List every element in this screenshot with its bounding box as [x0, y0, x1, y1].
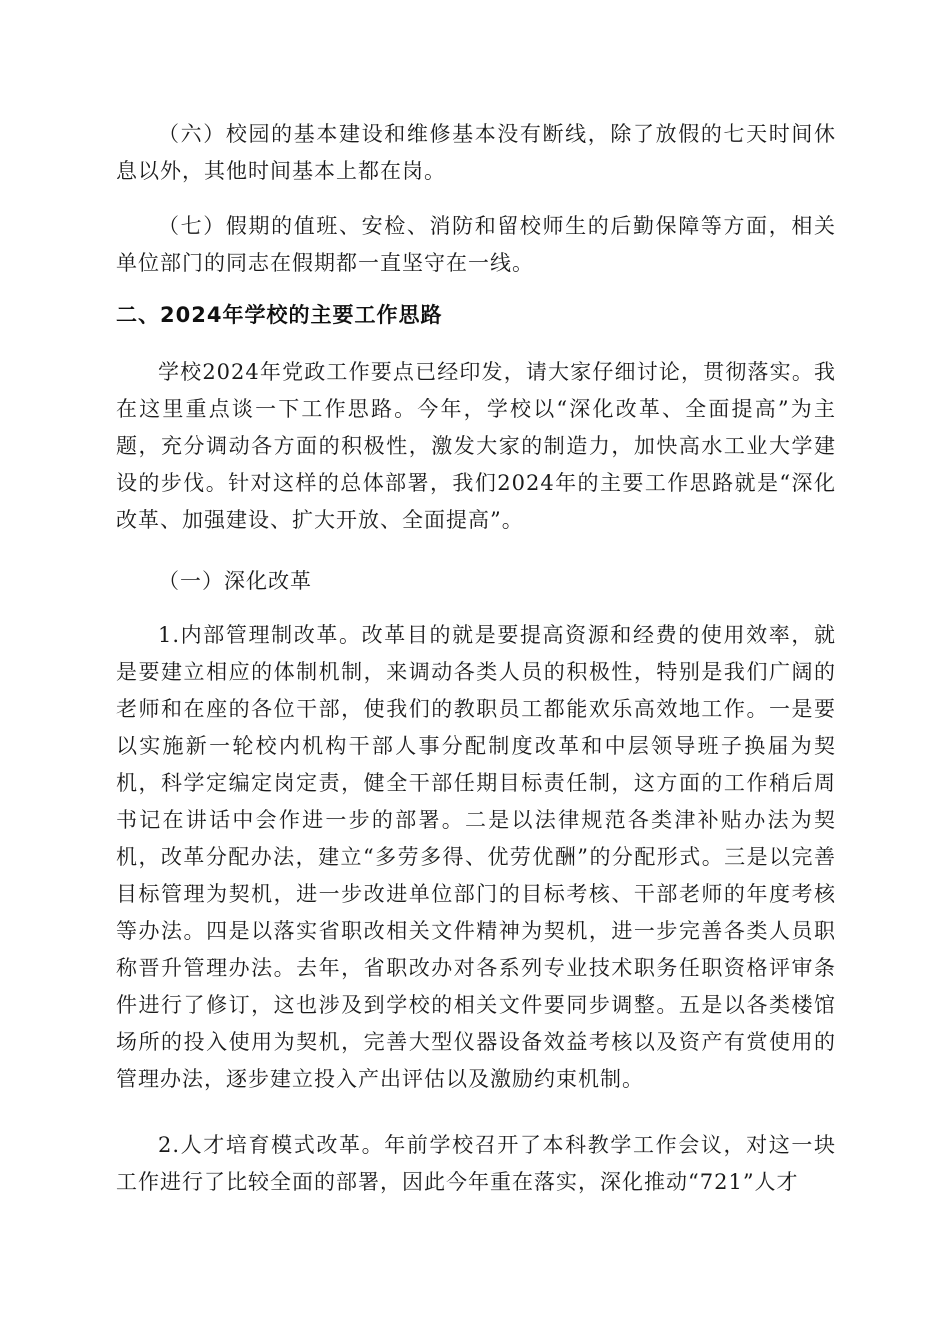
- paragraph-item-6: （六）校园的基本建设和维修基本没有断线，除了放假的七天时间休息以外，其他时间基本上都在岗。: [116, 122, 836, 183]
- paragraph-item-7: （七）假期的值班、安检、消防和留校师生的后勤保障等方面，相关单位部门的同志在假期都一直坚守在一线。: [116, 214, 836, 275]
- paragraph-item-2: 2.人才培育模式改革。年前学校召开了本科教学工作会议，对这一块工作进行了比较全面的部署，因此今年重在落实，深化推动“721”人才: [116, 1133, 836, 1194]
- subsection-heading: （一）深化改革: [158, 569, 312, 593]
- paragraph-intro: 学校2024年党政工作要点已经印发，请大家仔细讨论，贯彻落实。我在这里重点谈一下工作思路。今年，学校以“深化改革、全面提高”为主题，充分调动各方面的积极性，激发大家的制造力，加快高水工业大学建设的步伐。针对这样的总体部署，我们2024年的主要工作思路就是“深化改革、加强建设、扩大开放、全面提高”。: [116, 360, 836, 532]
- section-heading: 二、2024年学校的主要工作思路: [116, 303, 443, 327]
- paragraph-item-1: 1.内部管理制改革。改革目的就是要提高资源和经费的使用效率，就是要建立相应的体制机制，来调动各类人员的积极性，特别是我们广阔的老师和在座的各位干部，使我们的教职员工都能欢乐高效地工作。一是要以实施新一轮校内机构干部人事分配制度改革和中层领导班子换届为契机，科学定编定岗定责，健全干部任期目标责任制，这方面的工作稍后周书记在讲话中会作进一步的部署。二是以法律规范各类津补贴办法为契机，改革分配办法，建立“多劳多得、优劳优酬”的分配形式。三是以完善目标管理为契机，进一步改进单位部门的目标考核、干部老师的年度考核等办法。四是以落实省职改相关文件精神为契机，进一步完善各类人员职称晋升管理办法。去年，省职改办对各系列专业技术职务任职资格评审条件进行了修订，这也涉及到学校的相关文件要同步调整。五是以各类楼馆场所的投入使用为契机，完善大型仪器设备效益考核以及资产有赏使用的管理办法，逐步建立投入产出评估以及激励约束机制。: [116, 623, 836, 1091]
